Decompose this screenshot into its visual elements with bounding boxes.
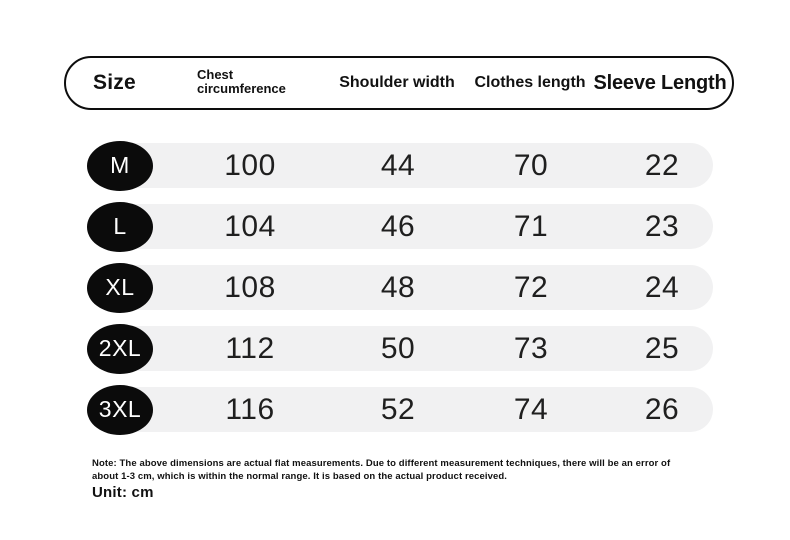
footer-note <box>92 457 752 501</box>
unit-label: Unit: cm <box>92 484 154 501</box>
note-line-2: about 1-3 cm, which is within the normal range. It is based on the actual product received. <box>92 471 508 482</box>
cell-shoulder-width: 44 <box>380 148 416 182</box>
cell-chest-circumference: 112 <box>225 331 275 365</box>
cell-chest-circumference: 104 <box>224 209 276 243</box>
column-header-size: Size <box>93 71 136 94</box>
cell-sleeve-length: 22 <box>644 148 680 182</box>
column-header-clothes-length: Clothes length <box>474 74 586 91</box>
cell-clothes-length: 72 <box>513 270 549 304</box>
cell-shoulder-width: 50 <box>380 331 416 365</box>
table-row-l <box>64 204 734 249</box>
cell-sleeve-length: 23 <box>644 209 680 243</box>
size-badge: 2XL <box>87 324 153 374</box>
column-header-shoulder-width: Shoulder width <box>339 74 455 91</box>
table-row-3xl <box>64 387 734 432</box>
cell-shoulder-width: 46 <box>380 209 416 243</box>
cell-shoulder-width: 48 <box>380 270 416 304</box>
cell-clothes-length: 70 <box>513 148 549 182</box>
cell-sleeve-length: 25 <box>644 331 680 365</box>
cell-sleeve-length: 26 <box>644 392 680 426</box>
cell-chest-circumference: 108 <box>224 270 276 304</box>
chest-circumference-label: Chest circumference <box>197 66 286 97</box>
cell-shoulder-width: 52 <box>380 392 416 426</box>
table-row-xl <box>64 265 734 310</box>
size-badge: M <box>87 141 153 191</box>
cell-clothes-length: 73 <box>513 331 549 365</box>
note-line-1: Note: The above dimensions are actual flat measurements. Due to different measurement techniques, there will be an error of <box>92 458 671 469</box>
cell-chest-circumference: 100 <box>224 148 276 182</box>
column-header-chest-circumference <box>175 68 323 99</box>
table-row-2xl <box>64 326 734 371</box>
cell-clothes-length: 74 <box>513 392 549 426</box>
size-badge: XL <box>87 263 153 313</box>
cell-chest-circumference: 116 <box>225 392 275 426</box>
size-badge: 3XL <box>87 385 153 435</box>
table-header-row <box>64 56 734 110</box>
cell-sleeve-length: 24 <box>644 270 680 304</box>
column-header-sleeve-length: Sleeve Length <box>593 71 727 94</box>
cell-clothes-length: 71 <box>513 209 549 243</box>
table-row-m <box>64 143 734 188</box>
size-badge: L <box>87 202 153 252</box>
